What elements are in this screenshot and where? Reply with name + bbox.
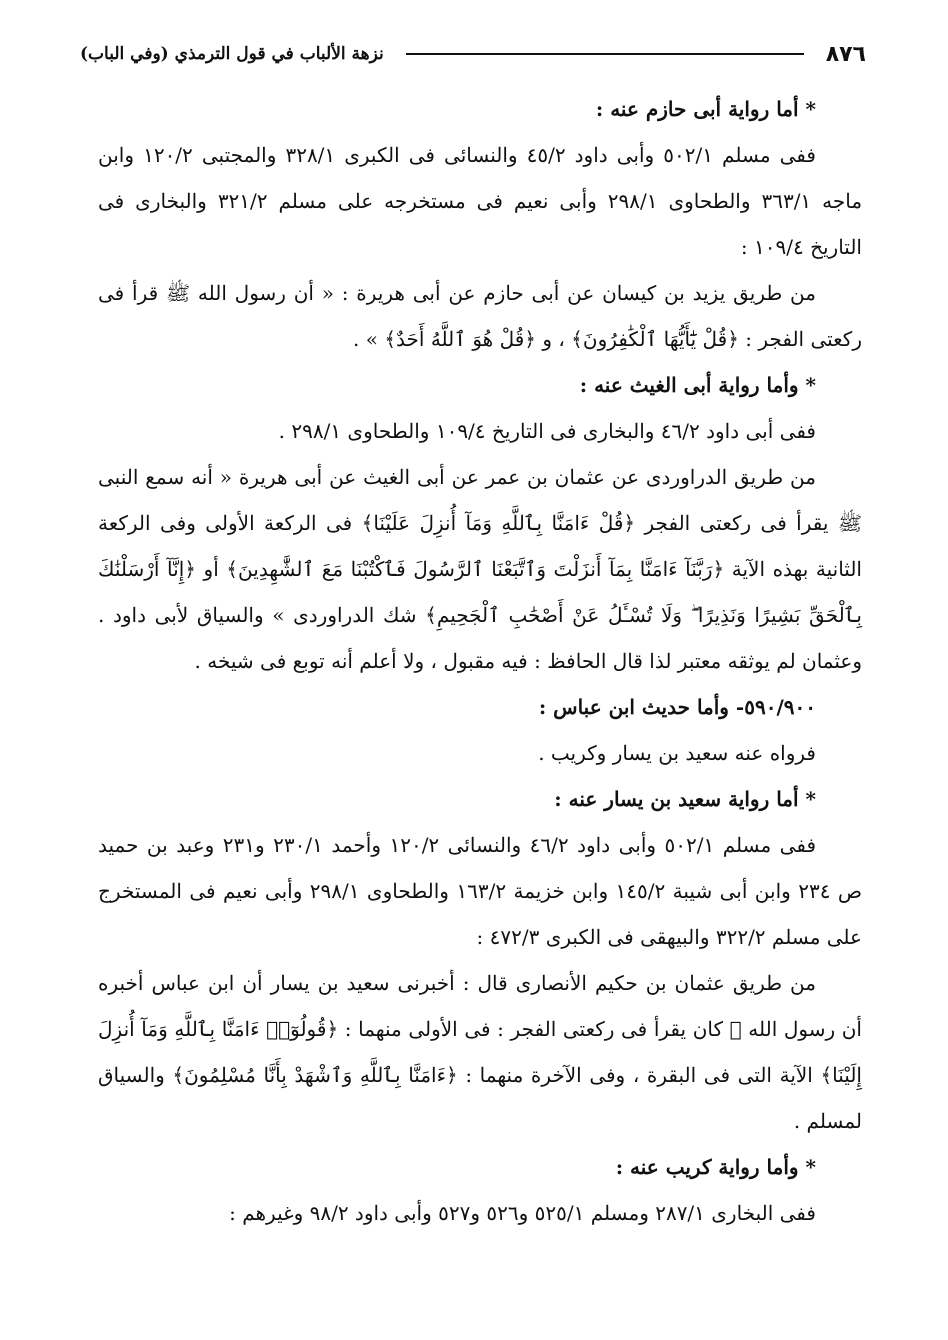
page-number: ٨٧٦ [825,41,866,67]
section-heading: * أما رواية سعيد بن يسار عنه : [554,787,816,811]
hadith-heading: ٥٩٠/٩٠٠- وأما حديث ابن عباس : [538,695,816,719]
section-heading: * أما رواية أبى حازم عنه : [595,97,816,121]
paragraph: ففى أبى داود ٤٦/٢ والبخارى فى التاريخ ١٠٩/٤ والطحاوى ٢٩٨/١ . [278,419,816,443]
paragraph: من طريق عثمان بن حكيم الأنصارى قال : أخبرنى سعيد بن يسار أن ابن عباس أخبره أن رسول الله ﷺ كان يقرأ فى ركعتى الفجر : فى الأولى منهما : ﴿قُولُوٓا۟ ءَامَنَّا بِٱللَّهِ وَمَآ أُنزِلَ إِلَيْنَا﴾ الآية التى فى البقرة ، وفى الآخرة منهما : ﴿ءَامَنَّا بِٱللَّهِ وَٱشْهَدْ بِأَنَّا مُسْلِمُونَ﴾ والسياق لمسلم . [98,971,862,1133]
paragraph: من طريق يزيد بن كيسان عن أبى حازم عن أبى هريرة : « أن رسول الله ﷺ قرأ فى ركعتى الفجر : ﴿قُلْ يَٰٓأَيُّهَا ٱلْكَٰفِرُونَ﴾ ، و ﴿قُلْ هُوَ ٱللَّهُ أَحَدٌ﴾ » . [98,281,862,351]
paragraph: ففى البخارى ٢٨٧/١ ومسلم ٥٢٥/١ و٥٢٦ و٥٢٧ وأبى داود ٩٨/٢ وغيرهم : [229,1201,816,1225]
paragraph: من طريق الدراوردى عن عثمان بن عمر عن أبى الغيث عن أبى هريرة « أنه سمع النبى ﷺ يقرأ فى ركعتى الفجر ﴿قُلْ ءَامَنَّا بِٱللَّهِ وَمَآ أُنزِلَ عَلَيْنَا﴾ فى الركعة الأولى وفى الركعة الثانية بهذه الآية ﴿رَبَّنَآ ءَامَنَّا بِمَآ أَنزَلْتَ وَٱتَّبَعْنَا ٱلرَّسُولَ فَٱكْتُبْنَا مَعَ ٱلشَّٰهِدِينَ﴾ أو ﴿إِنَّآ أَرْسَلْنَٰكَ بِٱلْحَقِّ بَشِيرًا وَنَذِيرًا ۖ وَلَا تُسْـَٔلُ عَنْ أَصْحَٰبِ ٱلْجَحِيمِ﴾ شك الدراوردى » والسياق لأبى داود . وعثمان لم يوثقه معتبر لذا قال الحافظ : فيه مقبول ، ولا أعلم أنه توبع فى شيخه . [98,465,862,673]
running-title: نزهة الألباب في قول الترمذي (وفي الباب) [80,44,384,64]
page-body [98,86,862,1236]
section-heading: * وأما رواية كريب عنه : [615,1155,816,1179]
header-rule [406,53,804,55]
paragraph: ففى مسلم ٥٠٢/١ وأبى داود ٤٦/٢ والنسائى ١٢٠/٢ وأحمد ٢٣٠/١ و٢٣١ وعبد بن حميد ص ٢٣٤ وابن أبى شيبة ١٤٥/٢ وابن خزيمة ١٦٣/٢ والطحاوى ٢٩٨/١ وأبى نعيم فى المستخرج على مسلم ٣٢٢/٢ والبيهقى فى الكبرى ٤٧٢/٣ : [98,833,863,949]
paragraph: فرواه عنه سعيد بن يسار وكريب . [538,741,816,765]
paragraph: ففى مسلم ٥٠٢/١ وأبى داود ٤٥/٢ والنسائى فى الكبرى ٣٢٨/١ والمجتبى ١٢٠/٢ وابن ماجه ٣٦٣/١ والطحاوى ٢٩٨/١ وأبى نعيم فى مستخرجه على مسلم ٣٢١/٢ والبخارى فى التاريخ ١٠٩/٤ : [98,143,863,259]
page-header [80,34,866,74]
section-heading: * وأما رواية أبى الغيث عنه : [579,373,816,397]
